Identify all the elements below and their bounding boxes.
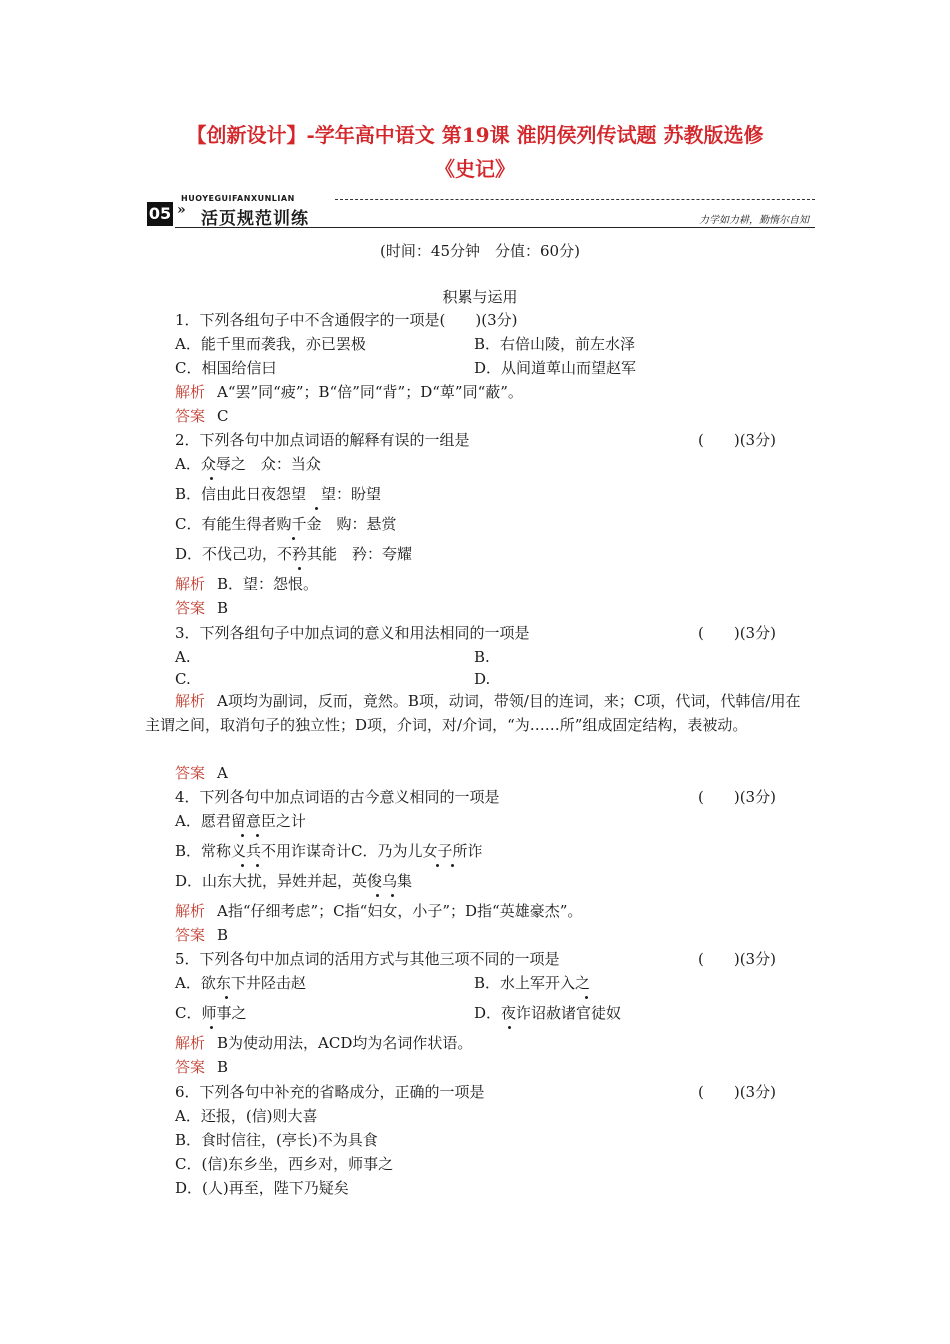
answer-text: B [217,599,229,617]
title-line-1: 【创新设计】-学年高中语文 第19课 淮阴侯列传试题 苏教版选修 [186,123,764,147]
answer-text: B [217,1058,229,1076]
answer-text: B [217,926,229,944]
question-1-option-c: C．相国给信曰 [175,359,277,377]
question-2-option-c: C．有能生得者购千金 购：悬赏 [175,515,397,533]
question-5-option-a: A．欲东下井陉击赵 [175,974,306,992]
document-title [120,118,830,186]
question-1-stem: 1．下列各组句子中不含通假字的一项是( )(3分) [175,311,518,329]
question-1-option-b: B．右倍山陵，前左水泽 [474,335,636,353]
question-3-option-a: A. [175,648,191,666]
question-3-answer [175,762,228,784]
question-6-option-d: D．(人)再至，陛下乃疑矣 [175,1179,349,1197]
question-4-option-a: A．愿君留意臣之计 [175,812,306,830]
chevron-right-icon: » [177,202,186,218]
question-3-option-c: C. [175,670,191,688]
question-5-option-b: B．水上军开入之 [474,974,591,992]
analysis-text: B．望：怨恨。 [217,575,319,593]
question-1-option-a: A．能千里而袭我，亦已罢极 [175,335,366,353]
question-4-stem: 4．下列各句中加点词语的古今意义相同的一项是 [175,788,500,806]
question-4-option-d: D．山东大扰，异姓并起，英俊乌集 [175,872,413,890]
emphasis-dot [376,894,379,897]
emphasis-dot [241,834,244,837]
question-5-option-d: D．夜诈诏赦诸官徒奴 [474,1004,622,1022]
banner-motto: 力学如力耕，勤惰尔自知 [699,215,809,226]
question-6-option-a: A．还报，(信)则大喜 [175,1107,318,1125]
question-2-option-b: B．信由此日夜怨望 望：盼望 [175,485,382,503]
emphasis-dot [256,864,259,867]
answer-label: 答案 [175,764,206,782]
emphasis-dot [292,537,295,540]
section-title: 积累与运用 [442,288,518,306]
question-1-option-d: D．从间道萆山而望赵军 [474,359,637,377]
emphasis-dot [298,567,301,570]
banner-section-name: 活页规范训练 [201,209,309,229]
question-2-answer [175,597,228,619]
analysis-text: A指“仔细考虑”；C指“妇女，小子”；D指“英雄豪杰”。 [217,902,583,920]
emphasis-dot [210,477,213,480]
banner-dashed-line [335,199,815,200]
analysis-label: 解析 [175,692,206,710]
question-6-option-c: C．(信)东乡坐，西乡对，师事之 [175,1155,394,1173]
question-1-answer [175,405,229,427]
banner-number: 05 [147,202,173,226]
emphasis-dot [315,507,318,510]
question-3-option-d: D. [474,670,491,688]
emphasis-dot [210,1026,213,1029]
question-4-option-b-c: B．常称义兵不用诈谋奇计C．乃为儿女子所诈 [175,842,483,860]
emphasis-dot [391,894,394,897]
question-2-option-d: D．不伐己功，不矜其能 矜：夸耀 [175,545,413,563]
answer-text: A [217,764,228,782]
question-6-stem: 6．下列各句中补充的省略成分，正确的一项是 [175,1083,485,1101]
question-5-answer [175,1056,228,1078]
emphasis-dot [585,996,588,999]
analysis-label: 解析 [175,1034,206,1052]
question-2-stem: 2．下列各句中加点词语的解释有误的一组是 [175,431,470,449]
question-3-stem: 3．下列各组句子中加点词的意义和用法相同的一项是 [175,624,530,642]
question-5-score: ( )(3分) [698,950,776,968]
analysis-text: A“罢”同“疲”；B“倍”同“背”；D“萆”同“蔽”。 [217,383,523,401]
question-3-option-b: B. [474,648,490,666]
banner-pinyin: HUOYEGUIFANXUNLIAN [181,194,295,203]
emphasis-dot [436,864,439,867]
question-2-analysis [175,573,318,595]
title-line-2: 《史记》 [435,157,515,181]
question-1-analysis [175,381,523,403]
question-2-score: ( )(3分) [698,431,776,449]
question-5-stem: 5．下列各句中加点词的活用方式与其他三项不同的一项是 [175,950,560,968]
emphasis-dot [451,864,454,867]
question-5-option-c: C．师事之 [175,1004,247,1022]
answer-label: 答案 [175,926,206,944]
question-3-analysis [145,689,807,737]
question-4-answer [175,924,228,946]
analysis-text: A项均为副词，反而，竟然。B项，动词，带领/目的连词，来；C项，代词，代韩信/用在主谓之间，取消句子的独立性；D项，介词，对/介词，“为……所”组成固定结构，表被动。 [145,692,801,734]
emphasis-dot [256,834,259,837]
analysis-label: 解析 [175,575,206,593]
answer-label: 答案 [175,1058,206,1076]
question-6-option-b: B．食时信往，(亭长)不为具食 [175,1131,378,1149]
answer-text: C [217,407,229,425]
time-score-info: (时间：45分钟 分值：60分) [380,242,580,260]
section-banner [145,192,815,232]
emphasis-dot [241,864,244,867]
analysis-label: 解析 [175,383,206,401]
question-2-option-a: A．众辱之 众：当众 [175,455,321,473]
answer-label: 答案 [175,599,206,617]
emphasis-dot [225,996,228,999]
emphasis-dot [508,1026,511,1029]
question-3-score: ( )(3分) [698,624,776,642]
question-6-score: ( )(3分) [698,1083,776,1101]
question-5-analysis [175,1032,472,1054]
question-4-score: ( )(3分) [698,788,776,806]
banner-rule [175,227,815,228]
analysis-label: 解析 [175,902,206,920]
answer-label: 答案 [175,407,206,425]
analysis-text: B为使动用法，ACD均为名词作状语。 [217,1034,473,1052]
question-4-analysis [175,900,582,922]
